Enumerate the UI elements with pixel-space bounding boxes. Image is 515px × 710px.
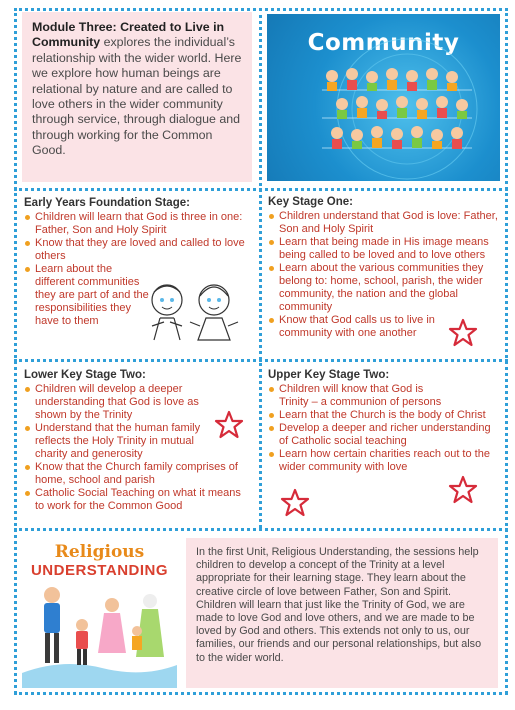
uks2-heading: Upper Key Stage Two:	[268, 369, 390, 381]
lks2-item: Children will develop a deeper understanding that God is love as shown by the Trinity	[24, 383, 215, 422]
row-divider-1	[14, 188, 508, 191]
module-intro-text: explores the individual’s relationship with the wider world. Here we explore how human beings are relational by nature and are called to love others in the wider community through service, through dialogue and through working for the Common Good.	[32, 35, 242, 158]
ks1-item: Know that God calls us to live in community with one another	[268, 314, 444, 340]
ks1-heading: Key Stage One:	[268, 196, 353, 208]
community-title: Community	[307, 30, 460, 56]
children-drawing-icon	[267, 14, 500, 181]
ks1-item: Learn that being made in His image means being called to be loved and to love others	[268, 236, 500, 262]
lks2-section	[24, 369, 252, 513]
ks1-item: Learn about the various communities they belong to: home, school, parish, the wider community, the nation and the global community	[268, 262, 500, 314]
uks2-item: Develop a deeper and richer understanding of Catholic social teaching	[268, 422, 500, 448]
eyfs-item: Know that they are loved and called to love others	[24, 237, 252, 263]
eyfs-item: Learn about the different communities they are part of and the responsibilities they have to them	[24, 263, 153, 328]
closing-paragraph: In the first Unit, Religious Understanding, the sessions help children to develop a concept of the Trinity at a level appropriate for their learning stage. They learn about the creative circle of love between Father, Son and Spirit. Children will learn that just like the Trinity of God, we are made to love God and love others, and we are made to be loved by God and others. This extends not only to us, our families, our friends and our personal relationships, but also to the wider world.	[196, 546, 482, 664]
right-dotted-border	[505, 8, 508, 694]
religious-understanding-graphic	[22, 538, 177, 688]
module-title: Module Three: Created to Live in Community	[32, 20, 225, 50]
red-star-icon	[448, 475, 478, 505]
lks2-item: Understand that the human family reflects the Holy Trinity in mutual charity and generosity	[24, 422, 215, 461]
row-divider-3	[14, 528, 508, 531]
two-children-drawing-icon	[142, 278, 252, 348]
red-star-icon	[448, 318, 478, 348]
community-illustration	[267, 14, 500, 181]
ru-title-line2: UNDERSTANDING	[30, 562, 169, 579]
ks1-item: Children understand that God is love: Father, Son and Holy Spirit	[268, 210, 500, 236]
lks2-item: Catholic Social Teaching on what it means to work for the Common Good	[24, 487, 252, 513]
left-dotted-border	[14, 8, 17, 694]
bottom-dotted-border	[14, 692, 508, 695]
red-star-icon	[214, 410, 244, 440]
eyfs-heading: Early Years Foundation Stage:	[24, 197, 190, 209]
ru-title-line1: Religious	[54, 542, 145, 562]
uks2-item: Children will know that God is Trinity – a communion of persons	[268, 383, 449, 409]
closing-paragraph-box	[186, 538, 498, 688]
family-illustration-icon	[22, 583, 177, 688]
uks2-section	[268, 369, 500, 474]
lks2-item: Know that the Church family comprises of home, school and parish	[24, 461, 252, 487]
row-divider-2	[14, 359, 508, 362]
red-star-icon	[280, 488, 310, 518]
lks2-heading: Lower Key Stage Two:	[24, 369, 146, 381]
eyfs-item: Children will learn that God is three in one: Father, Son and Holy Spirit	[24, 211, 252, 237]
uks2-item: Learn that the Church is the body of Christ	[268, 409, 500, 422]
center-dotted-divider	[259, 8, 262, 528]
module-intro-box	[22, 12, 252, 182]
uks2-item: Learn how certain charities reach out to the wider community with love	[268, 448, 500, 474]
